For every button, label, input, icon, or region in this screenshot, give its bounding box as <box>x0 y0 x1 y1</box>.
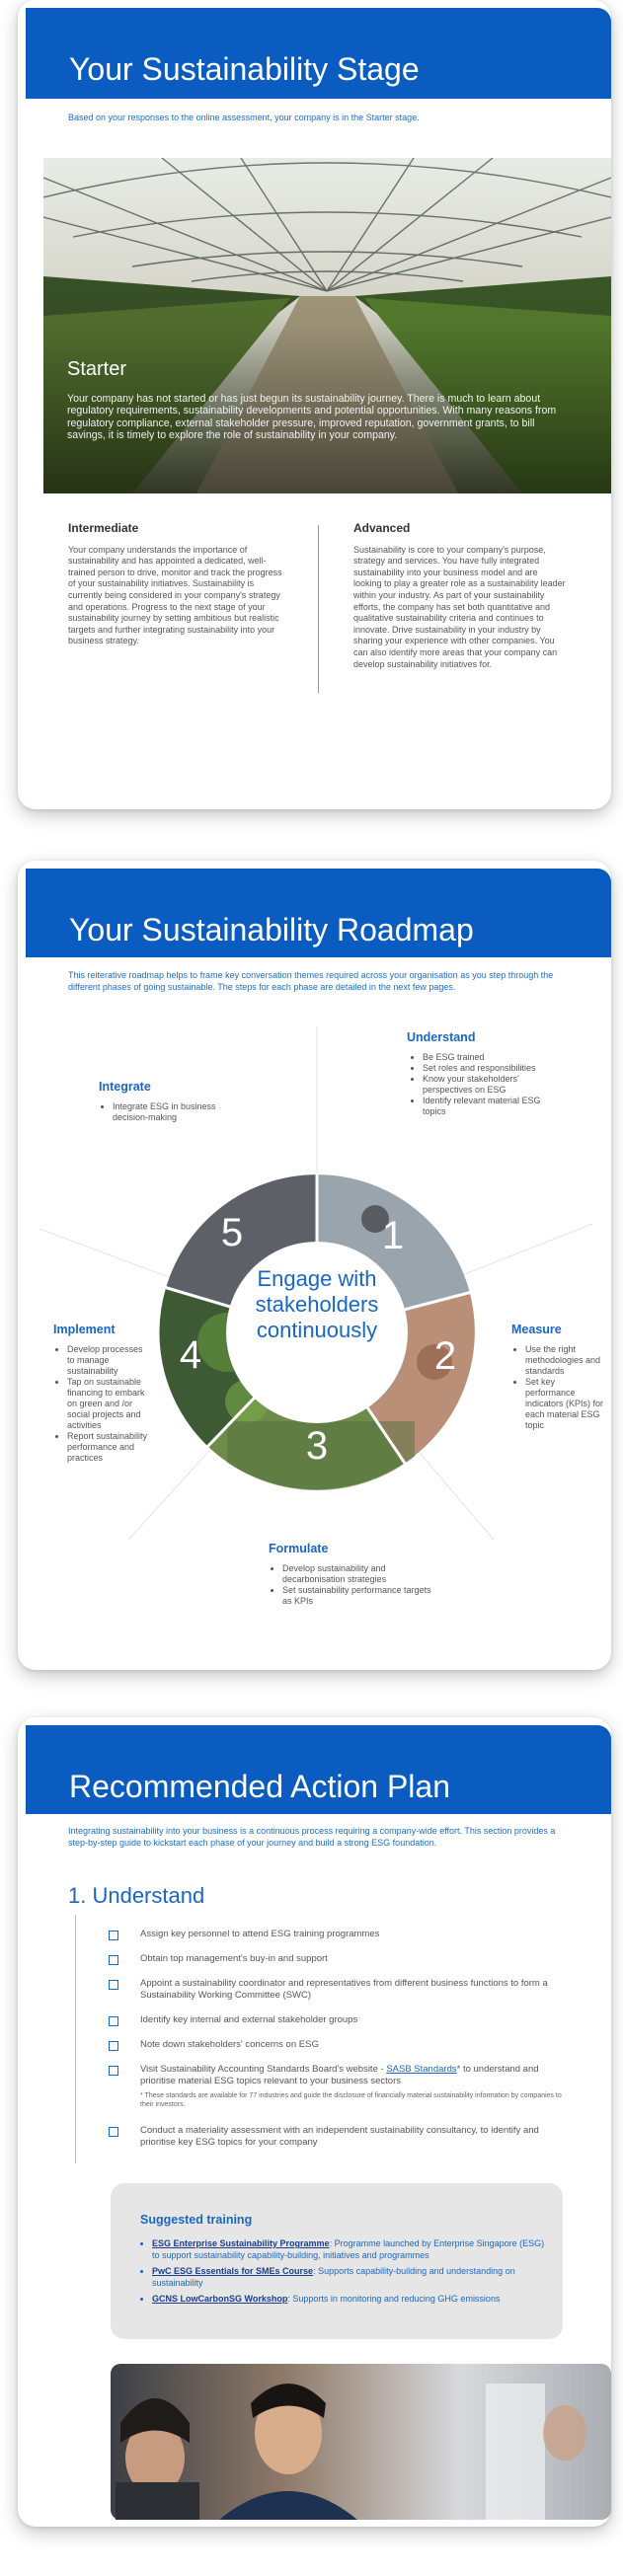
action-step: Obtain top management's buy-in and support <box>140 1953 328 1964</box>
phase-integrate-list <box>103 1101 241 1123</box>
action-step: Assign key personnel to attend ESG training programmes <box>140 1929 380 1939</box>
list-item: • Tap on sustainable financing to embark on green and /or social projects and activities <box>67 1377 148 1431</box>
training-title: Suggested training <box>140 2213 253 2227</box>
starter-title: Starter <box>67 358 127 380</box>
checkbox[interactable] <box>109 1955 118 1965</box>
training-item <box>152 2238 547 2261</box>
action-step: Identify key internal and external stakeholder groups <box>140 2014 358 2025</box>
column-divider <box>318 525 319 693</box>
segment-number-5: 5 <box>220 1211 244 1254</box>
action-plan-banner <box>26 1725 611 1814</box>
roadmap-intro: This reiterative roadmap helps to frame key conversation themes required across your organisation as you step through the different phases of going sustainable. The steps for each phase are detailed in the next few pages. <box>68 970 554 992</box>
sasb-note: * These standards are available for 77 industries and guide the disclosure of financially material sustainability information by companies to their investors. <box>140 2092 562 2108</box>
training-link[interactable]: ESG Enterprise Sustainability Programme <box>152 2238 330 2248</box>
section-rule <box>75 1915 76 2163</box>
intermediate-text: Your company understands the importance of sustainability and has appointed a dedicated, well-trained person to drive, monitor and track the progress of your sustainability initiatives. Sustainability is currently being considered in your company's strategy and operations. Progress to the next stage of your sustainability journey by setting ambitious but realistic targets and further integrating sustainability into your business strategy. <box>68 544 282 646</box>
training-item <box>152 2266 547 2289</box>
training-link[interactable]: GCNS LowCarbonSG Workshop <box>152 2294 288 2304</box>
list-item: • Set key performance indicators (KPIs) for each material ESG topic <box>525 1377 604 1431</box>
checkbox[interactable] <box>109 2127 118 2137</box>
list-item: • Develop sustainability and decarbonisation strategies <box>282 1563 440 1585</box>
training-desc: : Supports in monitoring and reducing GHG emissions <box>287 2294 501 2304</box>
greenhouse-image <box>43 158 611 493</box>
segment-number-3: 3 <box>305 1424 329 1468</box>
intermediate-title: Intermediate <box>68 521 139 535</box>
action-plan-intro: Integrating sustainability into your business is a continuous process requiring a company-wide effort. This section provides a step-by-step guide to kickstart each phase of your journey and build a strong ESG foundation. <box>68 1826 556 1848</box>
action-plan-title: Recommended Action Plan <box>69 1769 450 1804</box>
list-item: • Develop processes to manage sustainability <box>67 1344 148 1377</box>
phase-understand-title: Understand <box>407 1030 476 1044</box>
action-step: Conduct a materiality assessment with an independent sustainability consultancy, to identify and prioritise key ESG topics for your company <box>140 2125 539 2148</box>
stage-intro: Based on your responses to the online assessment, your company is in the Starter stage. <box>68 113 420 122</box>
phase-understand-list <box>413 1052 561 1117</box>
roadmap-banner <box>26 869 611 957</box>
list-item: • Use the right methodologies and standards <box>525 1344 604 1377</box>
phase-implement-list <box>57 1344 148 1464</box>
list-item: • Know your stakeholders' perspectives on ESG <box>423 1074 561 1096</box>
list-item: • Identify relevant material ESG topics <box>423 1096 561 1117</box>
training-item <box>152 2294 547 2306</box>
list-item: • Report sustainability performance and practices <box>67 1431 148 1464</box>
advanced-text: Sustainability is core to your company's purpose, strategy and services. You have fully integrated sustainability into your business model and are looking to play a greater role as a sustainability leader within your industry. As part of your sustainability efforts, the company has set both quantitative and qualitative sustainability criteria and continues to innovate. Drive sustainability in your industry by sharing your experience with other companies. You can also identify more areas that your company can develop sustainability initiatives for. <box>353 544 566 669</box>
section-understand-title: 1. Understand <box>68 1883 205 1908</box>
checkbox[interactable] <box>109 2016 118 2026</box>
phase-integrate-title: Integrate <box>99 1080 151 1094</box>
wheel-center-text: Engage with stakeholders continuously <box>255 1266 379 1342</box>
stage-title: Your Sustainability Stage <box>69 51 420 87</box>
action-step: Note down stakeholders' concerns on ESG <box>140 2039 319 2050</box>
sasb-prefix: Visit Sustainability Accounting Standards Board's website - <box>140 2064 387 2075</box>
stage-banner <box>26 8 611 99</box>
list-item: • Set roles and responsibilities <box>423 1063 561 1074</box>
segment-number-1: 1 <box>381 1214 405 1257</box>
suggested-training-box <box>111 2183 563 2339</box>
list-item: • Integrate ESG in business decision-making <box>113 1101 241 1123</box>
checkbox[interactable] <box>109 1931 118 1940</box>
list-item: • Be ESG trained <box>423 1052 561 1063</box>
sasb-suffix: * to understand and prioritise material ESG topics relevant to your business sectors <box>140 2064 539 2086</box>
training-list <box>142 2238 547 2306</box>
action-step-sasb <box>140 2064 565 2109</box>
checkbox[interactable] <box>109 2041 118 2051</box>
phase-implement-title: Implement <box>53 1323 116 1336</box>
advanced-column <box>353 523 567 670</box>
list-item: • Set sustainability performance targets as KPIs <box>282 1585 440 1607</box>
greenhouse-photo <box>43 158 611 493</box>
phase-measure-list <box>515 1344 604 1431</box>
team-photo <box>111 2364 611 2520</box>
segment-number-4: 4 <box>179 1333 202 1377</box>
action-step: Appoint a sustainability coordinator and representatives from different business functions to form a Sustainability Working Committee (SWC) <box>140 1978 548 2001</box>
starter-text: Your company has not started or has just begun its sustainability journey. There is much to learn about regulatory requirements, sustainability developments and potential opportunities. With many reasons from regulatory compliance, external stakeholder pressure, improved reputation, government grants, to bill savings, it is timely to explore the role of sustainability in your company. <box>67 393 557 442</box>
advanced-title: Advanced <box>353 521 411 535</box>
phase-measure-title: Measure <box>511 1323 562 1336</box>
phase-formulate-list <box>273 1563 440 1607</box>
sasb-link[interactable]: SASB Standards <box>386 2064 457 2075</box>
roadmap-title: Your Sustainability Roadmap <box>69 912 474 947</box>
checkbox[interactable] <box>109 1980 118 1990</box>
segment-number-2: 2 <box>433 1334 457 1378</box>
training-desc: : Programme launched by Enterprise Singapore (ESG) to support sustainability capability-building, initiatives and programmes <box>152 2238 545 2260</box>
checkbox[interactable] <box>109 2066 118 2076</box>
intermediate-column <box>68 523 285 647</box>
training-link[interactable]: PwC ESG Essentials for SMEs Course <box>152 2266 314 2276</box>
training-desc: : Supports capability-building and understanding on sustainability <box>152 2266 515 2288</box>
phase-formulate-title: Formulate <box>269 1542 329 1555</box>
